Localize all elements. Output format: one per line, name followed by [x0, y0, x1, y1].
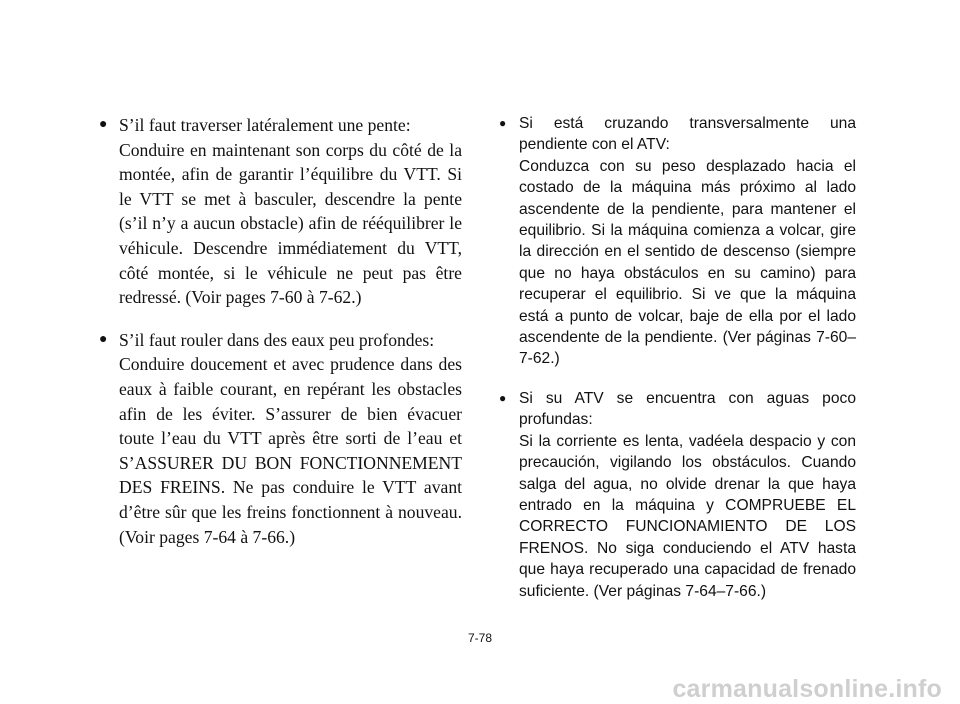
spanish-item-water: [498, 388, 856, 602]
page-number: 7-78: [467, 631, 493, 645]
french-item-water: [98, 328, 462, 549]
french-body-slope: Conduire en maintenant son corps du côté de la montée, afin de garantir l’équilibre du VTT. Si le VTT se met à basculer, descendre la pente (s’il n’y a aucun obstacle) afin de rééquilibrer le véhicule. Descendre immédiatement du VTT, côté montée, si le véhicule ne peut pas être redressé. (Voir pages 7-60 à 7-62.): [119, 139, 462, 308]
spanish-column: [498, 113, 856, 602]
spanish-body-slope: Conduzca con su peso desplazado hacia el costado de la máquina más próximo al lado ascendente de la pendiente, para mantener el equilibrio. Si la máquina comienza a volcar, gire la dirección en el sentido de descenso (siempre que no haya obstáculos en su camino) para recuperar el equilibrio. Si ve que la máquina está a punto de volcar, baje de ella por el lado ascendente de la pendiente. (Ver páginas 7-60–7-62.): [519, 157, 856, 368]
french-heading-water: S’il faut rouler dans des eaux peu profondes:: [119, 329, 435, 350]
bullet-icon: ●: [499, 116, 507, 130]
spanish-body-water: Si la corriente es lenta, vadéela despacio y con precaución, vigilando los obstáculos. Cuando salga del agua, no olvide drenar la que haya entrado en la máquina y COMPRUEBE EL CORRECTO FUNCIONAMIENTO DE LOS FRENOS. No siga conduciendo el ATV hasta que haya recuperado una capacidad de frenado suficiente. (Ver páginas 7-64–7-66.): [519, 432, 856, 600]
spanish-item-slope: [498, 113, 856, 370]
watermark: carmanualsonline.info: [672, 675, 942, 703]
french-item-slope: [98, 113, 462, 310]
spanish-heading-slope: Si está cruzando transversalmente una pendiente con el ATV:: [519, 115, 856, 154]
french-body-water: Conduire doucement et avec prudence dans des eaux à faible courant, en repérant les obstacles afin de les éviter. S’assurer de bien évacuer toute l’eau du VTT après être sorti de l’eau et S’ASSURER DU BON FONCTIONNEMENT DES FREINS. Ne pas conduire le VTT avant d’être sûr que les freins fonctionnent à nouveau. (Voir pages 7-64 à 7-66.): [119, 354, 462, 547]
spanish-heading-water: Si su ATV se encuentra con aguas poco profundas:: [519, 389, 856, 429]
french-heading-slope: S’il faut traverser latéralement une pente:: [119, 115, 411, 135]
bullet-icon: ●: [499, 390, 507, 405]
french-column: [98, 113, 462, 549]
bullet-icon: ●: [99, 117, 108, 132]
bullet-icon: ●: [99, 331, 108, 347]
